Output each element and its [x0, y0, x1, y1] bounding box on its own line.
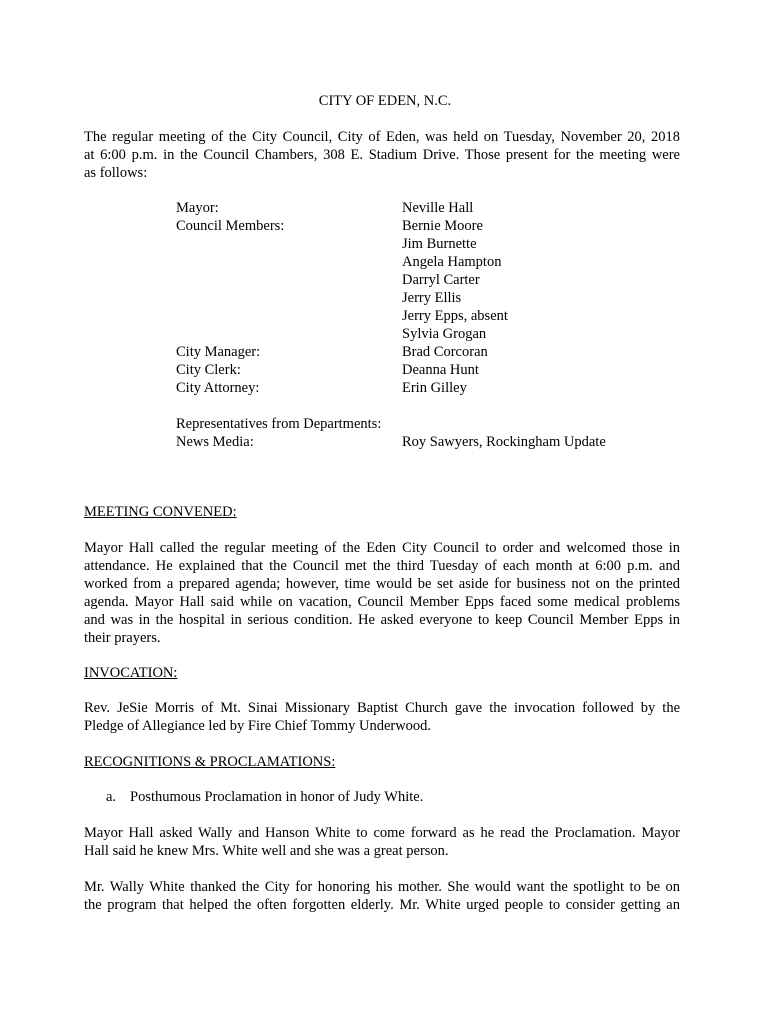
attendee-name: Bernie Moore	[402, 218, 483, 234]
attendee-name: Roy Sawyers, Rockingham Update	[402, 434, 606, 450]
attendee-role: City Manager:	[176, 344, 261, 360]
attendee-role: Mayor:	[176, 200, 219, 216]
list-item-text: Posthumous Proclamation in honor of Judy White.	[130, 789, 424, 805]
attendance-row	[176, 379, 680, 397]
attendance-row	[176, 415, 680, 433]
paragraph-line: Pledge of Allegiance led by Fire Chief Tommy Underwood.	[84, 718, 432, 734]
invocation-heading: INVOCATION:	[84, 665, 178, 681]
recognitions-paragraph-2	[84, 878, 680, 914]
attendee-role: Council Members:	[176, 218, 285, 234]
invocation-paragraph	[84, 699, 680, 735]
attendee-role: City Attorney:	[176, 380, 260, 396]
attendance-spacer	[176, 397, 680, 415]
attendance-row	[176, 235, 680, 253]
attendance-row	[176, 199, 680, 217]
attendee-name: Darryl Carter	[402, 272, 480, 288]
attendance-row	[176, 289, 680, 307]
meeting-convened-heading: MEETING CONVENED:	[84, 504, 237, 520]
document-title: CITY OF EDEN, N.C.	[318, 93, 452, 109]
attendance-row	[176, 307, 680, 325]
paragraph-line: Mayor Hall asked Wally and Hanson White to come forward as he read the Proclamation. Mayor	[84, 825, 680, 841]
recognitions-heading: RECOGNITIONS & PROCLAMATIONS:	[84, 754, 336, 770]
intro-line: The regular meeting of the City Council, City of Eden, was held on Tuesday, November 20, 2018	[84, 129, 680, 145]
attendee-name: Brad Corcoran	[402, 344, 488, 360]
attendance-row	[176, 217, 680, 235]
attendance-list	[176, 199, 680, 451]
attendance-row	[176, 325, 680, 343]
attendee-name: Erin Gilley	[402, 380, 467, 396]
paragraph-line: Hall said he knew Mrs. White well and she was a great person.	[84, 843, 449, 859]
attendee-role: City Clerk:	[176, 362, 241, 378]
paragraph-line: Rev. JeSie Morris of Mt. Sinai Missionary Baptist Church gave the invocation followed by the	[84, 700, 680, 716]
attendee-name: Angela Hampton	[402, 254, 502, 270]
intro-paragraph	[84, 128, 680, 182]
attendee-name: Deanna Hunt	[402, 362, 479, 378]
paragraph-line: attendance. He explained that the Council met the third Tuesday of each month at 6:00 p.m. and	[84, 558, 680, 574]
attendance-row	[176, 271, 680, 289]
attendance-row	[176, 343, 680, 361]
attendee-name: Sylvia Grogan	[402, 326, 487, 342]
attendee-name: Jerry Ellis	[402, 290, 462, 306]
intro-line: as follows:	[84, 165, 148, 181]
recognitions-paragraph-1	[84, 824, 680, 860]
paragraph-line: Mayor Hall called the regular meeting of the Eden City Council to order and welcomed those in	[84, 540, 680, 556]
paragraph-line: worked from a prepared agenda; however, time would be set aside for business not on the printed	[84, 576, 680, 592]
attendee-role: Representatives from Departments:	[176, 416, 382, 432]
paragraph-line: their prayers.	[84, 630, 161, 646]
meeting-convened-paragraph	[84, 539, 680, 647]
attendance-row	[176, 361, 680, 379]
attendee-name: Neville Hall	[402, 200, 474, 216]
intro-line: at 6:00 p.m. in the Council Chambers, 308 E. Stadium Drive. Those present for the meeting were	[84, 147, 680, 163]
paragraph-line: agenda. Mayor Hall said while on vacation, Council Member Epps faced some medical problems	[84, 594, 680, 610]
paragraph-line: and was in the hospital in serious condition. He asked everyone to keep Council Member Epps in	[84, 612, 680, 628]
proclamation-list-item	[106, 788, 423, 806]
attendance-row	[176, 433, 680, 451]
paragraph-line: the program that helped the often forgotten elderly. Mr. White urged people to consider getting an	[84, 897, 680, 913]
list-marker: a.	[106, 789, 117, 805]
attendee-role: News Media:	[176, 434, 254, 450]
attendance-row	[176, 253, 680, 271]
attendee-name: Jim Burnette	[402, 236, 477, 252]
paragraph-line: Mr. Wally White thanked the City for honoring his mother. She would want the spotlight to be on	[84, 879, 680, 895]
attendee-name: Jerry Epps, absent	[402, 308, 508, 324]
